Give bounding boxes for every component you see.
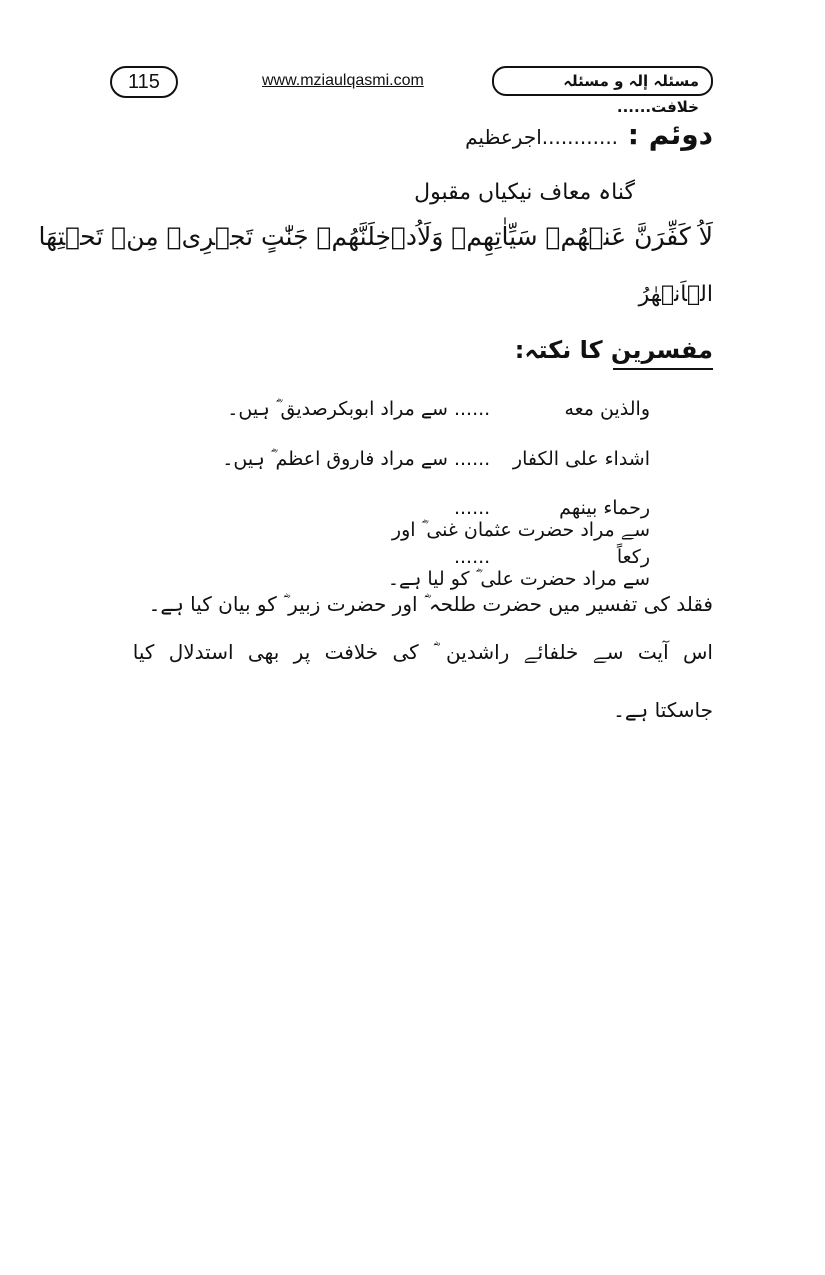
quran-ayah: لَاُ كَفِّرَنَّ عَنۡهُمۡ سَيِّاٰتِهِمۡ وَلَاُدۡخِلَنَّهُمۡ جَنّٰتٍ تَجۡرِىۡ مِنۡ تَحۡتِهَا bbox=[38, 222, 713, 251]
heading-doem bbox=[465, 118, 713, 151]
list-item bbox=[200, 546, 650, 590]
point-term: رکعاً bbox=[616, 546, 650, 568]
point-dots: ...... bbox=[453, 497, 491, 519]
point-dots: ...... bbox=[453, 398, 491, 420]
heading-subject: ............اجرعظیم bbox=[465, 125, 619, 149]
summary-line: گناہ معاف نیکیاں مقبول bbox=[414, 180, 635, 205]
heading-label: دوئم : bbox=[627, 118, 713, 151]
paragraph-text: فقلد کی تفسیر میں حضرت طلحہ ؓ اور حضرت زبیر ؓ کو بیان کیا ہے۔ bbox=[148, 592, 713, 616]
page-number: 115 bbox=[110, 66, 178, 98]
list-item bbox=[200, 497, 650, 541]
book-title: مسئلہ إلہ و مسئلہ خلافت...... bbox=[492, 66, 713, 96]
quran-ayah-end: الۡاَنۡهٰرُ bbox=[638, 282, 713, 307]
point-dots: ...... bbox=[453, 546, 491, 568]
point-dots: ...... bbox=[453, 448, 491, 470]
list-item bbox=[200, 398, 650, 420]
list-item bbox=[200, 448, 650, 470]
point-meaning: سے مراد حضرت علی ؓ کو لیا ہے۔ bbox=[387, 568, 650, 590]
point-term: رحماء بينهم bbox=[559, 497, 650, 519]
point-meaning: سے مراد حضرت عثمان غنی ؓ اور bbox=[391, 519, 650, 541]
point-term: اشداء علی الکفار bbox=[512, 448, 650, 470]
point-meaning: سے مراد ابوبکرصدیق ؓ ہیں۔ bbox=[227, 398, 448, 420]
website-link[interactable]: www.mziaulqasmi.com bbox=[262, 72, 424, 89]
point-meaning: سے مراد فاروق اعظم ؓ ہیں۔ bbox=[222, 448, 448, 470]
paragraph-text: اس آیت سے خلفائے راشدین ؓ کی خلافت پر بھی استدلال کیا bbox=[132, 640, 713, 664]
page-header bbox=[110, 66, 713, 116]
point-term: والذين معه bbox=[564, 398, 650, 420]
section-title: مفسرین کا نکتہ: bbox=[613, 336, 713, 370]
paragraph-text: جاسکتا ہے۔ bbox=[613, 698, 713, 722]
